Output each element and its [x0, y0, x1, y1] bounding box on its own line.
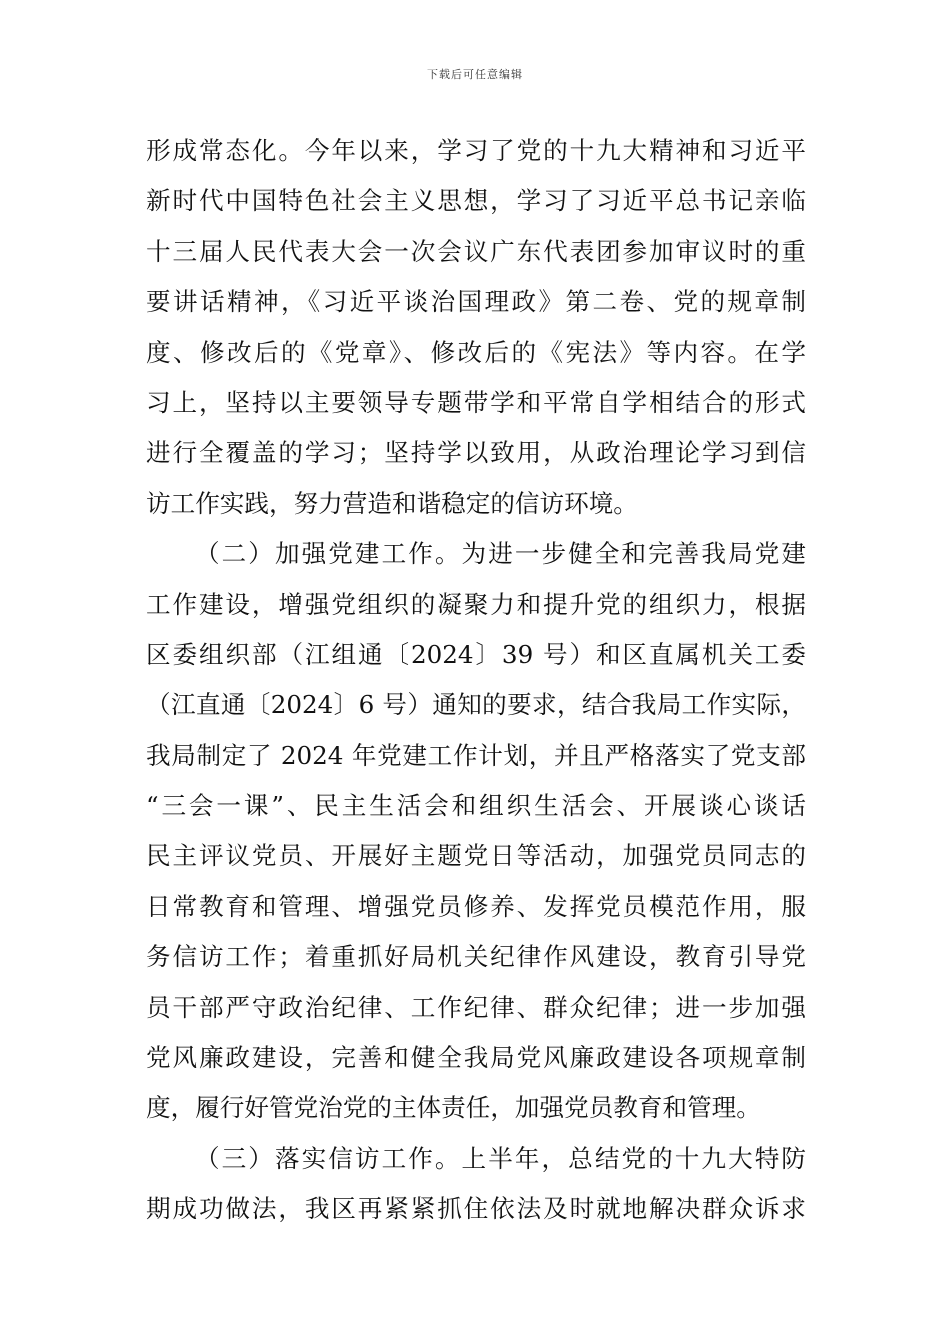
text-line: 我局制定了 2024 年党建工作计划，并且严格落实了党支部 [146, 740, 806, 770]
text-line: 十三届人民代表大会一次会议广东代表团参加审议时的重 [146, 236, 806, 266]
text-line: 区委组织部（江组通〔2024〕39 号）和区直属机关工委 [146, 639, 806, 669]
text-line: “三会一课”、民主生活会和组织生活会、开展谈心谈话 [146, 791, 806, 821]
text-line: 务信访工作；着重抓好局机关纪律作风建设，教育引导党 [146, 942, 806, 972]
text-line: 工作建设，增强党组织的凝聚力和提升党的组织力，根据 [146, 589, 806, 619]
text-line: （江直通〔2024〕6 号）通知的要求，结合我局工作实际， [146, 690, 806, 720]
text-line: 员干部严守政治纪律、工作纪律、群众纪律；进一步加强 [146, 992, 806, 1022]
document-body [146, 126, 806, 1235]
text-line: 要讲话精神，《习近平谈治国理政》第二卷、党的规章制 [146, 287, 806, 317]
paragraph-3 [146, 1134, 806, 1235]
text-line: 期成功做法，我区再紧紧抓住依法及时就地解决群众诉求 [146, 1194, 806, 1224]
text-line: 形成常态化。今年以来，学习了党的十九大精神和习近平 [146, 136, 806, 165]
text-line: 日常教育和管理、增强党员修养、发挥党员模范作用，服 [146, 891, 806, 921]
text-line: 访工作实践，努力营造和谐稳定的信访环境。 [146, 488, 638, 518]
text-line: 习上，坚持以主要领导专题带学和平常自学相结合的形式 [146, 387, 806, 417]
text-line: 进行全覆盖的学习；坚持学以致用，从政治理论学习到信 [146, 438, 806, 468]
text-line: 党风廉政建设，完善和健全我局党风廉政建设各项规章制 [146, 1043, 806, 1073]
text-line: 度、修改后的《党章》、修改后的《宪法》等内容。在学 [146, 337, 806, 367]
text-line: 民主评议党员、开展好主题党日等活动，加强党员同志的 [146, 841, 806, 871]
text-line: （三）落实信访工作。上半年，总结党的十九大特防 [195, 1143, 806, 1173]
page-header: 下载后可任意编辑 [427, 68, 523, 81]
paragraph-1 [146, 126, 806, 529]
text-line: 度，履行好管党治党的主体责任，加强党员教育和管理。 [146, 1093, 761, 1123]
text-line: 新时代中国特色社会主义思想，学习了习近平总书记亲临 [146, 186, 806, 216]
text-line: （二）加强党建工作。为进一步健全和完善我局党建 [195, 539, 806, 569]
paragraph-2 [146, 529, 806, 1134]
